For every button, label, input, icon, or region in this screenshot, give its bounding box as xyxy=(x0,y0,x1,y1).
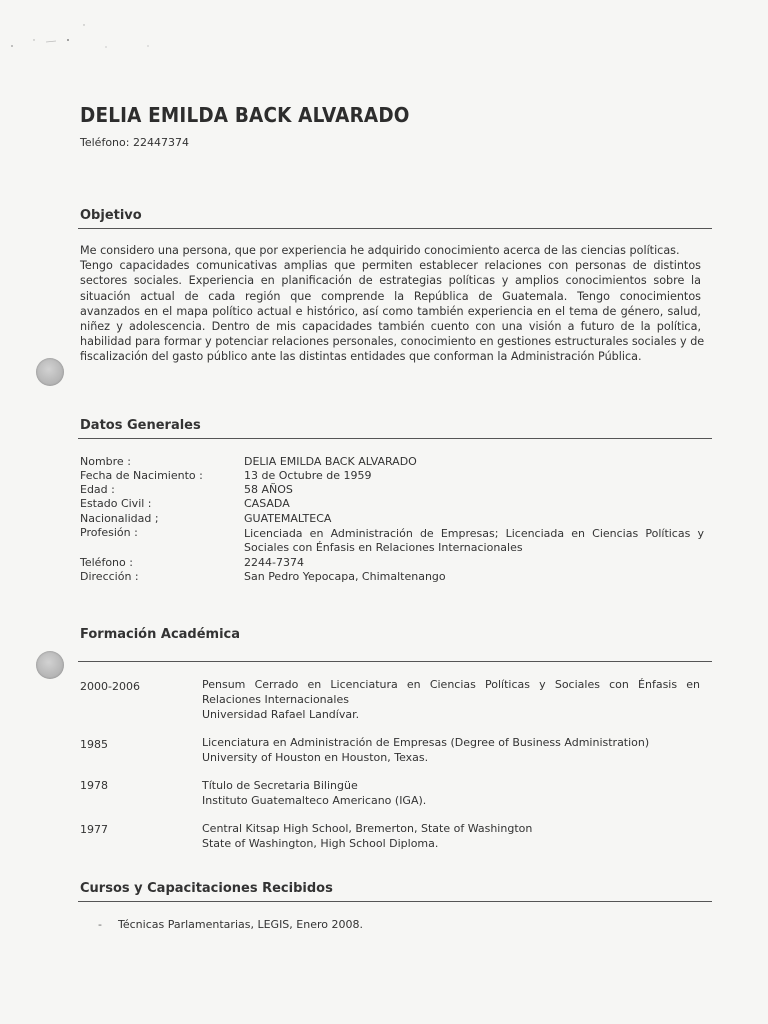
section-rule xyxy=(78,901,712,902)
objective-line: habilidad para formar y potenciar relaciones personales, conocimiento en gestiones estructurales sociales y de xyxy=(80,335,705,349)
field-value-estado-civil: CASADA xyxy=(244,497,290,510)
section-title-cursos: Cursos y Capacitaciones Recibidos xyxy=(80,881,333,896)
field-label-fecha-nacimiento: Fecha de Nacimiento : xyxy=(80,469,203,482)
field-label-direccion: Dirección : xyxy=(80,570,139,583)
section-rule xyxy=(78,438,712,439)
education-line: Licenciatura en Administración de Empresas (Degree of Business Administration) xyxy=(202,736,650,749)
field-value-edad: 58 AÑOS xyxy=(244,483,293,496)
field-label-profesion: Profesión : xyxy=(80,526,138,539)
field-value-fecha-nacimiento: 13 de Octubre de 1959 xyxy=(244,469,372,482)
objective-line: Me considero una persona, que por experiencia he adquirido conocimiento acerca de las ciencias políticas. xyxy=(80,244,680,257)
punch-hole xyxy=(36,358,64,386)
objective-paragraph xyxy=(80,243,705,365)
section-title-datos-generales: Datos Generales xyxy=(80,418,201,433)
education-year: 1977 xyxy=(80,823,108,836)
objective-line: fiscalización del gasto público ante las distintas entidades que conforman la Administración Pública. xyxy=(80,350,642,364)
education-line: Título de Secretaria Bilingüe xyxy=(202,779,358,792)
course-text: Técnicas Parlamentarias, LEGIS, Enero 2008. xyxy=(118,918,363,931)
speck xyxy=(147,45,148,46)
education-line: State of Washington, High School Diploma. xyxy=(202,837,439,850)
candidate-name: DELIA EMILDA BACK ALVARADO xyxy=(80,103,410,127)
field-label-estado-civil: Estado Civil : xyxy=(80,497,152,510)
education-line: Instituto Guatemalteco Americano (IGA). xyxy=(202,794,427,807)
field-label-telefono: Teléfono : xyxy=(80,556,133,569)
objective-line: avanzados en el mapa político actual e histórico, así como también experiencia en el tema de género, salud, xyxy=(80,304,701,318)
objective-line: situación actual de cada región que comprende la República de Guatemala. Tengo conocimientos xyxy=(80,289,701,303)
field-value-profesion-cont: Sociales con Énfasis en Relaciones Internacionales xyxy=(244,541,523,554)
education-line: Central Kitsap High School, Bremerton, State of Washington xyxy=(202,822,533,835)
speck xyxy=(105,46,106,47)
field-label-nacionalidad: Nacionalidad ; xyxy=(80,512,159,525)
education-year: 2000-2006 xyxy=(80,680,140,693)
speck xyxy=(11,45,13,47)
field-value-direccion: San Pedro Yepocapa, Chimaltenango xyxy=(244,570,446,583)
header-phone: Teléfono: 22447374 xyxy=(80,136,189,149)
field-label-edad: Edad : xyxy=(80,483,115,496)
objective-line: sectores sociales. Experiencia en planificación de estrategias políticas y amplios conocimientos sobre la xyxy=(80,274,701,288)
education-line: University of Houston en Houston, Texas. xyxy=(202,751,429,764)
speck xyxy=(46,41,56,42)
education-year: 1978 xyxy=(80,779,108,792)
speck xyxy=(83,24,84,25)
field-value-nacionalidad: GUATEMALTECA xyxy=(244,512,332,525)
field-value-telefono: 2244-7374 xyxy=(244,556,304,569)
field-value-nombre: DELIA EMILDA BACK ALVARADO xyxy=(244,455,417,468)
field-label-nombre: Nombre : xyxy=(80,455,131,468)
field-value-profesion: Licenciada en Administración de Empresas; Licenciada en Ciencias Políticas y xyxy=(244,527,704,540)
speck xyxy=(33,39,34,40)
list-bullet: - xyxy=(98,918,102,931)
section-title-formacion-academica: Formación Académica xyxy=(80,627,241,642)
objective-line: niñez y adolescencia. Dentro de mis capacidades también cuento con una visión a futuro de la política, xyxy=(80,320,701,334)
speck xyxy=(67,39,69,41)
objective-line: Tengo capacidades comunicativas amplias que permiten establecer relaciones con personas de distintos xyxy=(80,259,701,273)
course-item xyxy=(98,918,363,931)
section-rule xyxy=(78,228,712,229)
education-line: Relaciones Internacionales xyxy=(202,693,349,706)
punch-hole xyxy=(36,651,64,679)
scan-specks xyxy=(10,20,160,60)
education-year: 1985 xyxy=(80,738,108,751)
section-rule xyxy=(78,661,712,662)
section-title-objetivo: Objetivo xyxy=(80,208,142,223)
education-line: Universidad Rafael Landívar. xyxy=(202,708,360,721)
education-line: Pensum Cerrado en Licenciatura en Ciencias Políticas y Sociales con Énfasis en xyxy=(202,678,700,691)
